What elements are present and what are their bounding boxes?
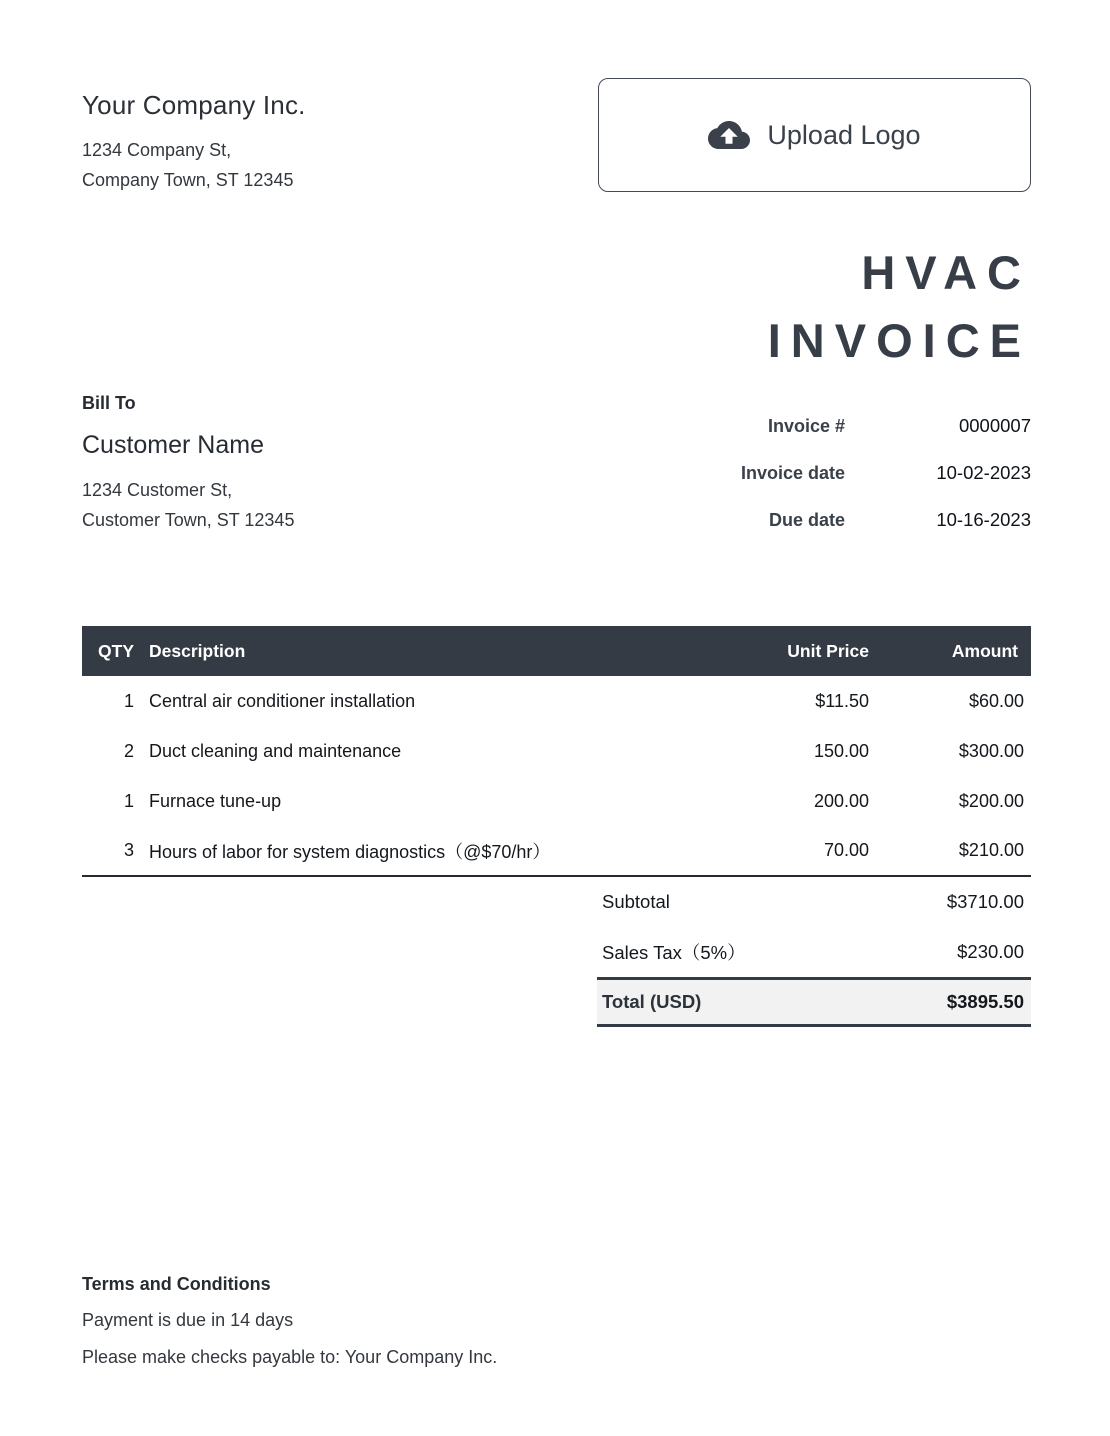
item-unit-price: $11.50 <box>815 690 869 711</box>
sales-tax-value: $230.00 <box>957 941 1024 962</box>
table-row <box>82 826 1031 876</box>
item-unit-price: 70.00 <box>711 826 869 876</box>
item-unit-price: 200.00 <box>813 790 869 811</box>
item-description: Central air conditioner installation <box>149 690 416 711</box>
terms-block <box>82 1274 1031 1369</box>
header-description: Description <box>134 626 711 676</box>
company-address <box>82 135 306 195</box>
invoice-number-label: Invoice # <box>767 416 845 436</box>
header-amount: Amount <box>869 626 1031 676</box>
item-description: Duct cleaning and maintenance <box>149 740 402 761</box>
customer-address-line2: Customer Town, ST 12345 <box>82 510 295 530</box>
invoice-title-line2: INVOICE <box>767 314 1031 367</box>
terms-line2: Please make checks payable to: Your Company Inc. <box>82 1347 498 1367</box>
company-address-line2: Company Town, ST 12345 <box>82 170 294 190</box>
total-row <box>597 977 1031 1027</box>
customer-name: Customer Name <box>82 431 264 459</box>
terms-heading: Terms and Conditions <box>82 1274 271 1294</box>
sales-tax-row <box>597 927 1031 977</box>
table-row <box>82 776 1031 826</box>
company-name: Your Company Inc. <box>82 90 306 120</box>
table-row <box>82 726 1031 776</box>
invoice-title-line1: HVAC <box>861 246 1031 299</box>
header-qty: QTY <box>82 626 134 676</box>
item-description: Hours of labor for system diagnostics（@$70/hr） <box>134 826 711 876</box>
item-amount: $210.00 <box>869 826 1031 876</box>
item-qty: 2 <box>123 740 134 761</box>
item-unit-price: 150.00 <box>813 740 869 761</box>
company-address-line1: 1234 Company St, <box>82 140 232 160</box>
due-date-label: Due date <box>768 510 845 530</box>
item-qty: 1 <box>123 690 134 711</box>
sales-tax-label: Sales Tax（5%） <box>602 942 746 963</box>
invoice-date-label: Invoice date <box>740 463 845 483</box>
company-block <box>82 78 306 195</box>
bill-to-block <box>82 393 294 556</box>
total-label: Total (USD) <box>602 991 702 1012</box>
customer-address-line1: 1234 Customer St, <box>82 480 233 500</box>
item-qty: 1 <box>123 790 134 811</box>
item-amount: $60.00 <box>968 690 1024 711</box>
header-unit-price: Unit Price <box>711 626 869 676</box>
upload-logo-label: Upload Logo <box>767 119 921 150</box>
item-amount: $200.00 <box>958 790 1024 811</box>
header <box>82 0 1031 195</box>
invoice-number-value: 0000007 <box>958 415 1031 436</box>
items-table-header <box>82 626 1031 676</box>
item-amount: $300.00 <box>958 740 1024 761</box>
customer-address <box>82 475 294 535</box>
invoice-date-value: 10-02-2023 <box>936 462 1031 483</box>
invoice-number-row <box>659 415 1031 437</box>
billing-row <box>82 393 1031 556</box>
item-description: Furnace tune-up <box>149 790 282 811</box>
due-date-value: 10-16-2023 <box>936 509 1031 530</box>
terms-line1: Payment is due in 14 days <box>82 1310 294 1330</box>
subtotal-value: $3710.00 <box>946 891 1024 912</box>
table-row <box>82 676 1031 726</box>
bill-to-label: Bill To <box>82 393 136 413</box>
cloud-upload-icon <box>708 114 750 156</box>
invoice-meta <box>659 393 1031 556</box>
items-table <box>82 626 1031 877</box>
subtotal-label: Subtotal <box>602 891 670 912</box>
totals-block <box>597 877 1031 1027</box>
item-qty: 3 <box>82 826 134 876</box>
due-date-row <box>659 509 1031 531</box>
subtotal-row <box>597 877 1031 927</box>
invoice-date-row <box>659 462 1031 484</box>
upload-logo-button[interactable] <box>598 78 1031 192</box>
invoice-title <box>82 239 1031 375</box>
total-value: $3895.50 <box>946 991 1024 1012</box>
